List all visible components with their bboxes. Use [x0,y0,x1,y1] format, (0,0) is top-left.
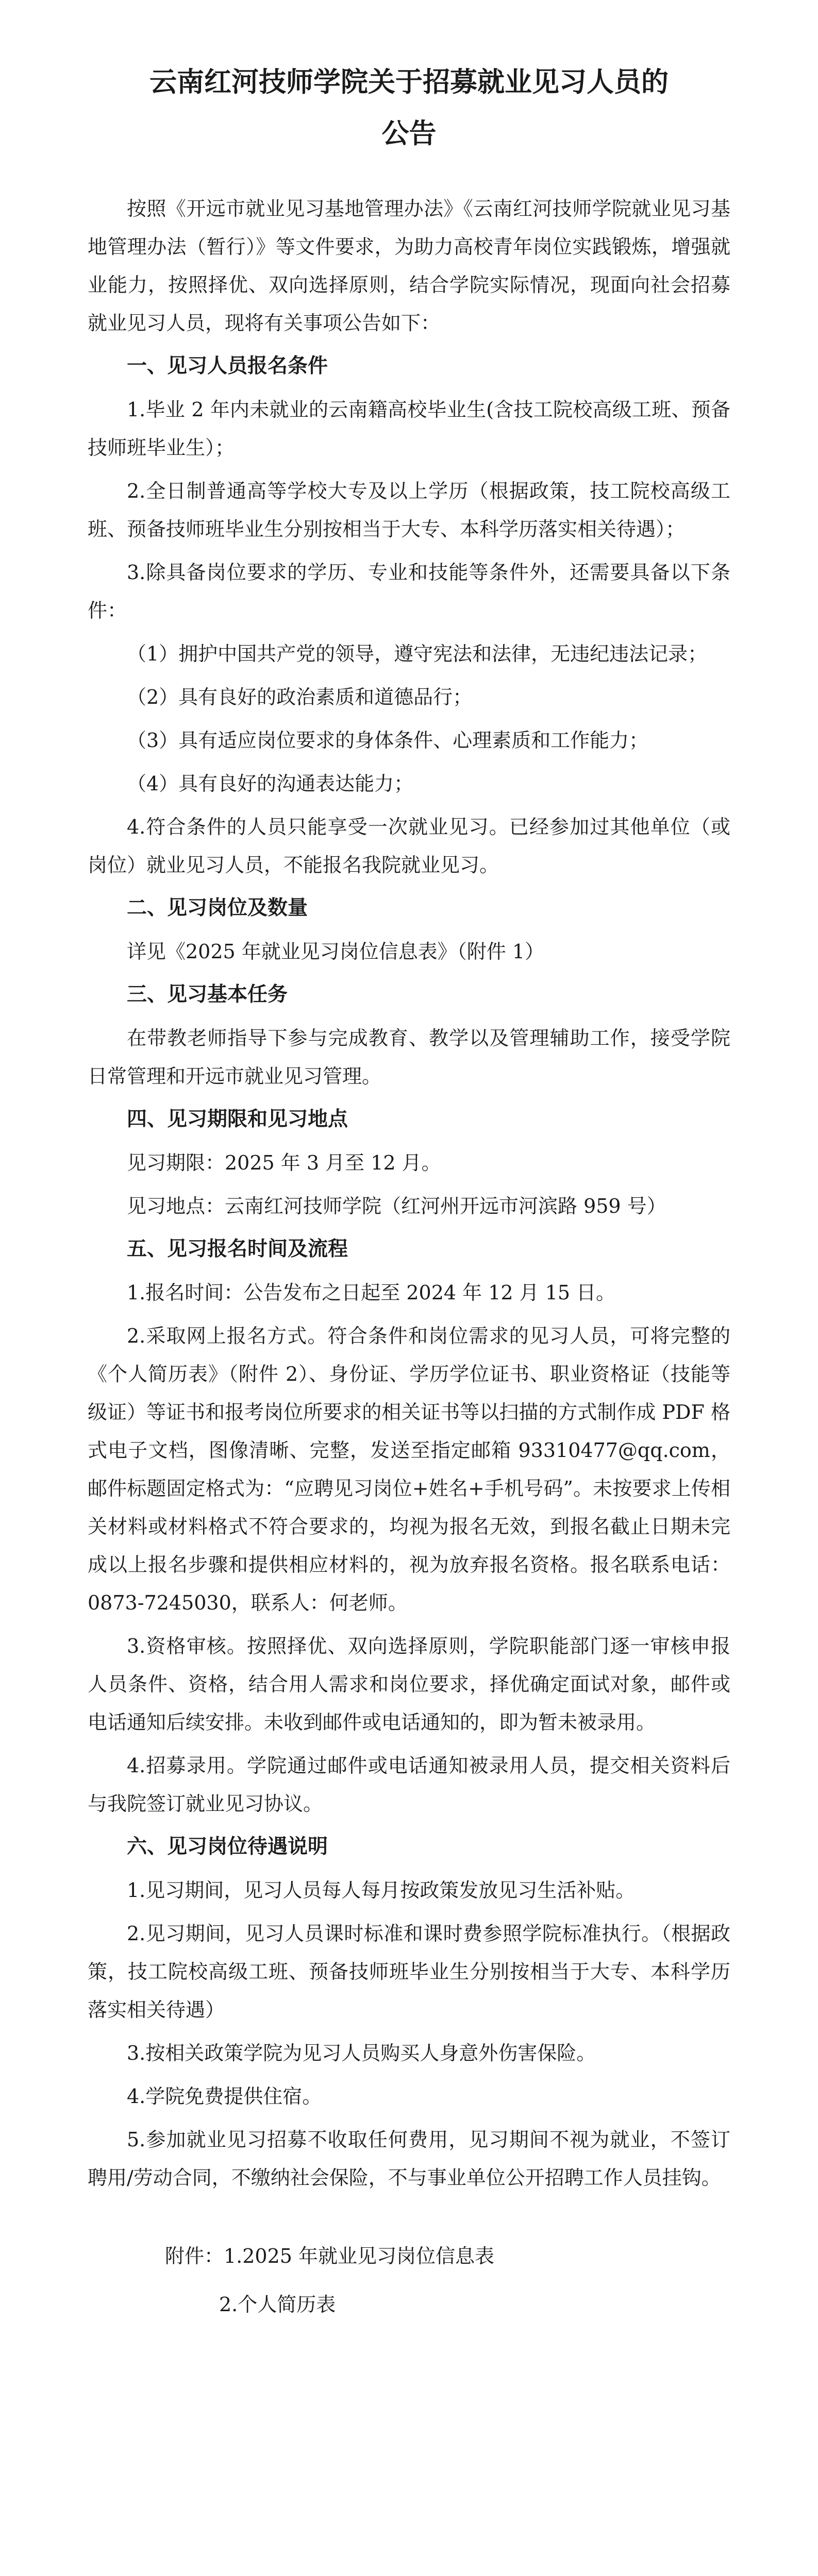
section-1-item-2: 2.全日制普通高等学校大专及以上学历（根据政策，技工院校高级工班、预备技师班毕业生分别按相当于大专、本科学历落实相关待遇）； [88,480,730,540]
section-5-item-4: 4.招募录用。学院通过邮件或电话通知被录用人员，提交相关资料后与我院签订就业见习协议。 [88,1754,730,1815]
section-1-heading: 一、见习人员报名条件 [127,354,328,378]
section-6-item-1: 1.见习期间，见习人员每人每月按政策发放见习生活补贴。 [127,1879,636,1902]
section-5-item-3: 3.资格审核。按照择优、双向选择原则，学院职能部门逐一审核申报人员条件、资格，结合用人需求和岗位要求，择优确定面试对象，邮件或电话通知后续安排。未收到邮件或电话通知的，即为暂未被录用。 [88,1635,730,1734]
intro-paragraph: 按照《开远市就业见习基地管理办法》《云南红河技师学院就业见习基地管理办法（暂行）》等文件要求，为助力高校青年岗位实践锻炼，增强就业能力，按照择优、双向选择原则，结合学院实际情况，现面向社会招募就业见习人员，现将有关事项公告如下： [88,197,730,334]
section-6-item-5: 5.参加就业见习招募不收取任何费用，见习期间不视为就业，不签订聘用/劳动合同，不缴纳社会保险，不与事业单位公开招聘工作人员挂钩。 [88,2128,730,2189]
attachment-2: 2.个人简历表 [219,2293,336,2316]
section-1-condition-1: （1）拥护中国共产党的领导，遵守宪法和法律，无违纪违法记录； [127,642,708,665]
section-5-heading: 五、见习报名时间及流程 [127,1238,348,1261]
section-6-item-2: 2.见习期间，见习人员课时标准和课时费参照学院标准执行。（根据政策，技工院校高级工班、预备技师班毕业生分别按相当于大专、本科学历落实相关待遇） [88,1922,730,2021]
attachment-1: 附件：1.2025 年就业见习岗位信息表 [165,2245,495,2267]
section-1-condition-4: （4）具有良好的沟通表达能力； [127,772,414,795]
section-6-item-3: 3.按相关政策学院为见习人员购买人身意外伤害保险。 [127,2042,596,2064]
section-2-heading: 二、见习岗位及数量 [127,896,308,920]
section-6-item-4: 4.学院免费提供住宿。 [127,2085,322,2108]
page-title [88,57,730,160]
section-6-heading: 六、见习岗位待遇说明 [127,1835,328,1858]
section-1-item-1: 1.毕业 2 年内未就业的云南籍高校毕业生(含技工院校高级工班、预备技师班毕业生）； [88,398,730,459]
section-1-condition-2: （2）具有良好的政治素质和道德品行； [127,686,473,708]
section-1-item-4: 4.符合条件的人员只能享受一次就业见习。已经参加过其他单位（或岗位）就业见习人员，不能报名我院就业见习。 [88,816,730,876]
section-4-period: 见习期限：2025 年 3 月至 12 月。 [127,1151,441,1174]
title-line-1: 云南红河技师学院关于招募就业见习人员的 [149,66,669,98]
section-4-location: 见习地点：云南红河技师学院（红河州开远市河滨路 959 号） [127,1195,666,1217]
section-4-heading: 四、见习期限和见习地点 [127,1108,348,1131]
section-1-item-3: 3.除具备岗位要求的学历、专业和技能等条件外，还需要具备以下条件： [88,561,730,622]
title-line-2: 公告 [381,118,437,149]
section-1-condition-3: （3）具有适应岗位要求的身体条件、心理素质和工作能力； [127,729,649,752]
section-5-item-1: 1.报名时间：公告发布之日起至 2024 年 12 月 15 日。 [127,1281,616,1304]
section-2-text: 详见《2025 年就业见习岗位信息表》（附件 1） [127,940,545,963]
section-5-item-2: 2.采取网上报名方式。符合条件和岗位需求的见习人员，可将完整的《个人简历表》（附件 2）、身份证、学历学位证书、职业资格证（技能等级证）等证书和报考岗位所要求的相关证书等以扫描的方式制作成 PDF 格式电子文档，图像清晰、完整，发送至指定邮箱 93310477@qq.com，邮件标题固定格式为：“应聘见习岗位+姓名+手机号码”。未按要求上传相关材料或材料格式不符合要求的，均视为报名无效，到报名截止日期未完成以上报名步骤和提供相应材料的，视为放弃报名资格。报名联系电话：0873-7245030，联系人：何老师。 [88,1325,730,1614]
section-3-text: 在带教老师指导下参与完成教育、教学以及管理辅助工作，接受学院日常管理和开远市就业见习管理。 [88,1027,730,1088]
section-3-heading: 三、见习基本任务 [127,983,288,1006]
